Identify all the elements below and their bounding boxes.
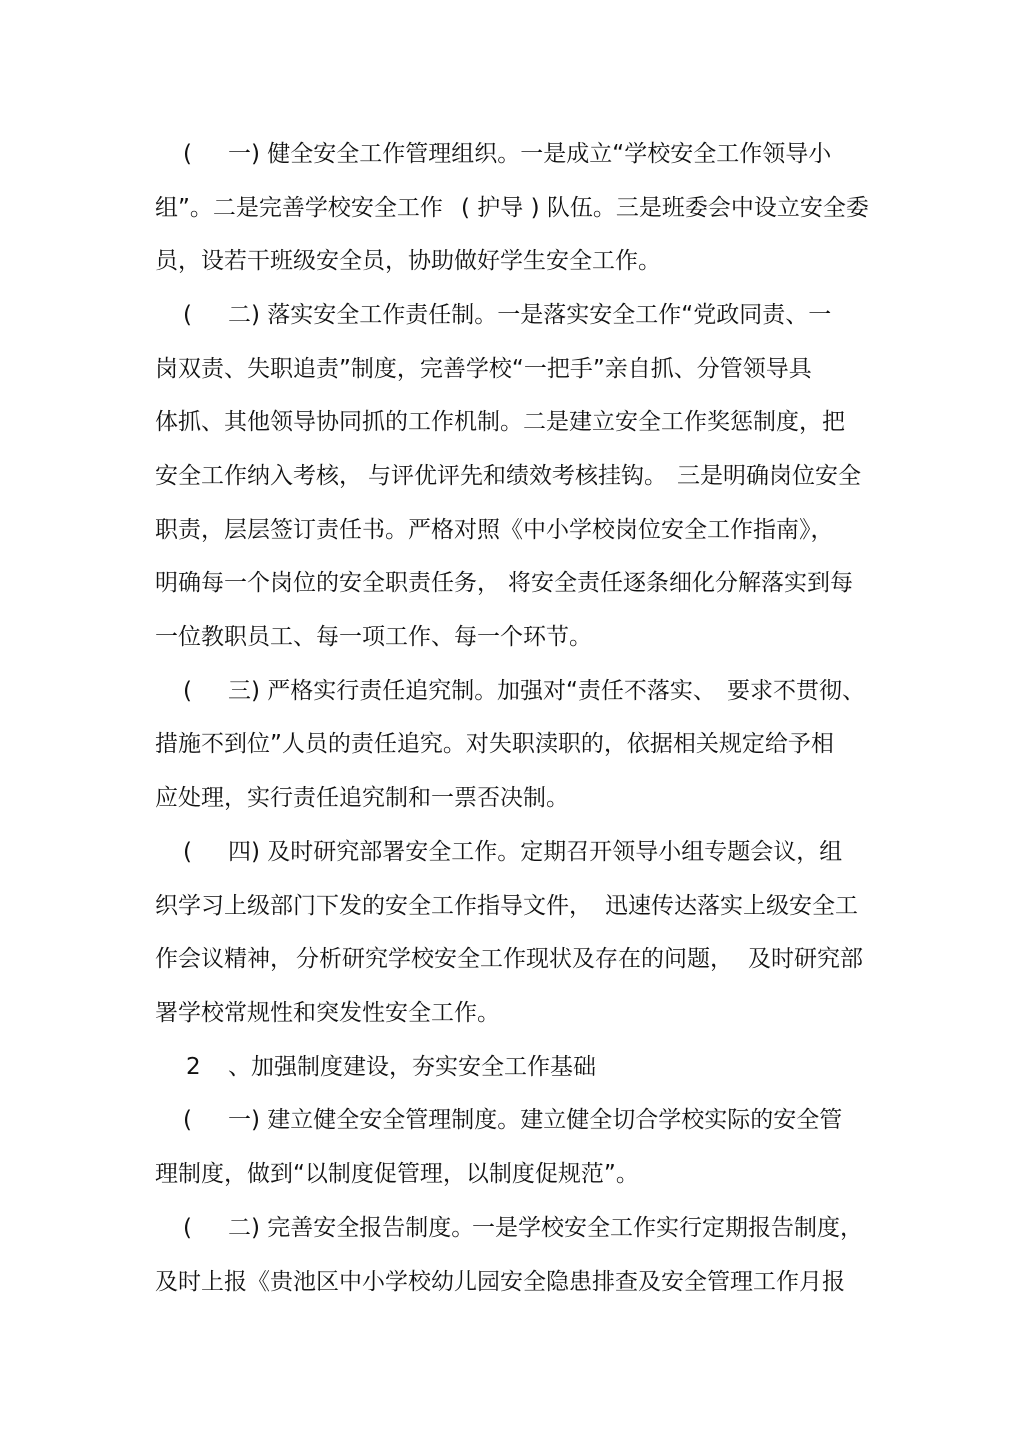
paren-marker: ( bbox=[183, 302, 192, 328]
paragraph-line bbox=[0, 998, 1024, 1028]
text-run: 一) 建立健全安全管理制度。建立健全切合学校实际的安全管 bbox=[228, 1107, 843, 1133]
section-title: 、加强制度建设，夯实安全工作基础 bbox=[228, 1054, 596, 1080]
section-heading bbox=[0, 1052, 1024, 1082]
paren-marker: ( bbox=[183, 141, 192, 167]
text-run: 与评优评先和绩效考核挂钩。 bbox=[368, 463, 667, 489]
text-run: 体抓、其他领导协同抓的工作机制。二是建立安全工作奖惩制度，把 bbox=[155, 409, 845, 435]
text-run: 四) 及时研究部署安全工作。定期召开领导小组专题会议，组 bbox=[228, 839, 843, 865]
paragraph-line bbox=[0, 891, 1024, 921]
text-run: 要求不贯彻、 bbox=[727, 678, 865, 704]
paragraph-line bbox=[0, 568, 1024, 598]
paragraph-line bbox=[0, 783, 1024, 813]
text-run: 署学校常规性和突发性安全工作。 bbox=[155, 1000, 500, 1026]
paragraph-line bbox=[0, 193, 1024, 223]
text-run: 及时上报《贵池区中小学校幼儿园安全隐患排查及安全管理工作月报 bbox=[155, 1269, 845, 1295]
paren-marker: ( bbox=[183, 1107, 192, 1133]
paragraph-line bbox=[0, 354, 1024, 384]
text-run: 及时研究部 bbox=[748, 946, 863, 972]
text-run: 二) 完善安全报告制度。 bbox=[228, 1215, 475, 1241]
text-run: 三) 严格实行责任追究制。 bbox=[228, 678, 498, 704]
paragraph-line bbox=[0, 622, 1024, 652]
text-run: 迅速传达落实上级安全工 bbox=[605, 893, 858, 919]
text-run: 分析研究学校安全工作现状及存在的问题， bbox=[296, 946, 733, 972]
paragraph-line bbox=[0, 300, 1024, 330]
paragraph-line bbox=[0, 1213, 1024, 1243]
paragraph-line bbox=[0, 1159, 1024, 1189]
text-run: 员，设若干班级安全员，协助做好学生安全工作。 bbox=[155, 248, 661, 274]
text-run: 织学习上级部门下发的安全工作指导文件， bbox=[155, 893, 592, 919]
paragraph-line bbox=[0, 1105, 1024, 1135]
text-run: 二) 落实安全工作责任制。一是落实安全工作“党政同责、一 bbox=[228, 302, 832, 328]
paren-marker: ( bbox=[183, 1215, 192, 1241]
paragraph-line bbox=[0, 837, 1024, 867]
text-run: 加强对“责任不落实、 bbox=[497, 678, 716, 704]
text-run: 三是明确岗位安全 bbox=[677, 463, 861, 489]
text-run: 应处理，实行责任追究制和一票否决制。 bbox=[155, 785, 569, 811]
text-run: 岗双责、失职追责”制度，完善学校“一把手”亲自抓、分管领导具 bbox=[155, 356, 812, 382]
paragraph-line bbox=[0, 729, 1024, 759]
text-run: 组”。二是完善学校安全工作 bbox=[155, 195, 443, 221]
paren-marker: ( bbox=[183, 839, 192, 865]
text-run: 将安全责任逐条细化分解落实到每 bbox=[508, 570, 853, 596]
text-run: 一是学校安全工作实行定期报告制度， bbox=[472, 1215, 863, 1241]
text-run: 职责，层层签订责任书。严格对照《中小学校岗位安全工作指南》， bbox=[155, 517, 834, 543]
paragraph-line bbox=[0, 246, 1024, 276]
paragraph-line bbox=[0, 1267, 1024, 1297]
paragraph-line bbox=[0, 407, 1024, 437]
paren-marker: ( bbox=[183, 678, 192, 704]
text-run: 理制度，做到“以制度促管理，以制度促规范”。 bbox=[155, 1161, 639, 1187]
text-run: 一位教职员工、每一项工作、每一个环节。 bbox=[155, 624, 592, 650]
text-run: ( 护导 ) 队伍。三是班委会中设立安全委 bbox=[461, 195, 869, 221]
text-run: 明确每一个岗位的安全职责任务， bbox=[155, 570, 500, 596]
text-run: 一) 健全安全工作管理组织。一是成立“学校安全工作领导小 bbox=[228, 141, 832, 167]
paragraph-line bbox=[0, 139, 1024, 169]
text-run: 措施不到位”人员的责任追究。对失职渎职的，依据相关规定给予相 bbox=[155, 731, 834, 757]
paragraph-line bbox=[0, 944, 1024, 974]
section-number: 2 bbox=[186, 1054, 201, 1080]
text-run: 安全工作纳入考核， bbox=[155, 463, 362, 489]
paragraph-line bbox=[0, 676, 1024, 706]
text-run: 作会议精神， bbox=[155, 946, 293, 972]
paragraph-line bbox=[0, 515, 1024, 545]
paragraph-line bbox=[0, 461, 1024, 491]
